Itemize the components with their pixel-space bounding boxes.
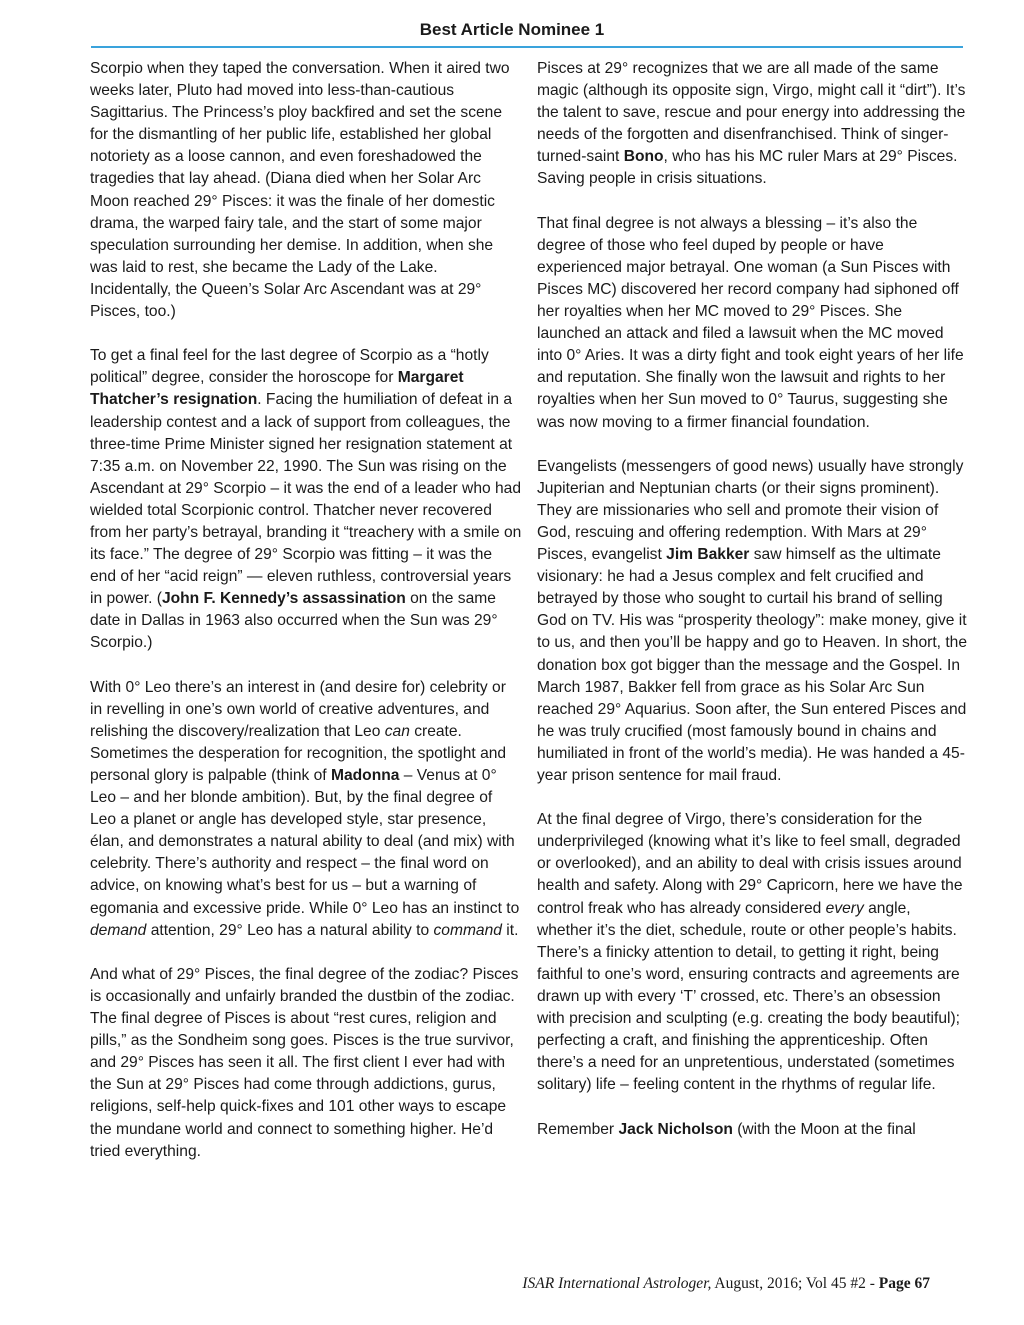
text-run: Scorpio when they taped the conversation. When it aired two weeks later, Pluto had moved into less-than-cautious Sagittarius. The Princess’s ploy backfired and set the scene for the dismantling of her public life, established her global notoriety as a loose cannon, and even foreshadowed the tragedies that lay ahead. (Diana died when her Solar Arc Moon reached 29° Pisces: it was the finale of her domestic drama, the warped fairy tale, and the start of some major speculation surrounding her demise. In addition, when she was laid to rest, she became the Lady of the Lake. Incidentally, the Queen’s Solar Arc Ascendant was at 29° Pisces, too.) bbox=[90, 60, 510, 321]
header-divider bbox=[91, 46, 963, 48]
page-footer bbox=[0, 1275, 930, 1293]
bold-text: Jim Bakker bbox=[666, 546, 750, 564]
text-run: – Venus at 0° Leo – and her blonde ambition). But, by the final degree of Leo a planet or angle has developed style, star presence, élan, and demonstrates a natural ability to deal (and mix) with celebrity. There’s authority and respect – the final word on advice, on knowing what’s best for us – but a warning of egomania and excessive pride. While 0° Leo has an instinct to bbox=[90, 767, 520, 917]
text-run: Evangelists (messengers of good news) usually have strongly Jupiterian and Neptunian charts (or their signs prominent). They are missionaries who sell and promote their vision of God, rescuing and offering redemption. With Mars at 29° Pisces, evangelist bbox=[537, 457, 964, 564]
text-run: on the same date in Dallas in 1963 also occurred when the Sun was 29° Scorpio.) bbox=[90, 590, 498, 652]
italic-text: every bbox=[825, 899, 864, 917]
italic-text: command bbox=[433, 921, 502, 939]
text-run: it. bbox=[501, 921, 519, 939]
bold-text: Margaret Thatcher’s resignation bbox=[90, 369, 464, 409]
right-column bbox=[537, 58, 969, 1141]
text-run: Pisces at 29° recognizes that we are all made of the same magic (although its opposite sign, Virgo, might call it “dirt”). It’s the talent to save, rescue and pour energy into addressing the needs of the forgotten and disenfranchised. Think of singer-turned-saint bbox=[537, 60, 966, 166]
paragraph bbox=[537, 809, 969, 1096]
paragraph bbox=[90, 345, 522, 654]
page-header-title: Best Article Nominee 1 bbox=[419, 20, 605, 39]
text-run: That final degree is not always a blessing – it’s also the degree of those who feel duped by people or have experienced major betrayal. One woman (a Sun Pisces with Pisces MC) discovered her record company had siphoned off her royalties when her MC moved to 29° Pisces. She launched an attack and filed a lawsuit when the MC moved into 0° Aries. It was a dirty fight and took eight years of her life and reputation. She finally won the lawsuit and rights to her royalties when her Sun moved to 0° Taurus, suggesting she was now moving to a firmer financial foundation. bbox=[537, 214, 964, 431]
left-column bbox=[90, 58, 522, 1163]
footer-issue: August, 2016; Vol 45 #2 - bbox=[711, 1275, 879, 1292]
paragraph bbox=[90, 964, 522, 1163]
paragraph bbox=[90, 58, 522, 323]
paragraph bbox=[537, 1119, 969, 1141]
text-run: , who has his MC ruler Mars at 29° Pisces. Saving people in crisis situations. bbox=[537, 148, 958, 188]
text-run: (with the Moon at the final bbox=[732, 1120, 916, 1138]
paragraph bbox=[90, 677, 522, 942]
bold-text: Madonna bbox=[330, 767, 400, 784]
text-run: With 0° Leo there’s an interest in (and desire for) celebrity or in revelling in one’s own world of creative adventures, and relishing the discovery/realization that Leo bbox=[90, 678, 506, 740]
bold-text: Bono bbox=[623, 148, 664, 166]
footer-journal: ISAR International Astrologer, bbox=[522, 1275, 712, 1292]
text-run: . Facing the humiliation of defeat in a leadership contest and a lack of support from colleagues, the three-time Prime Minister signed her resignation statement at 7:35 a.m. on November 22, 1990. The Sun was rising on the Ascendant at 29° Scorpio – it was the end of a leader who had wielded total Scorpionic control. Thatcher never recovered from her party’s betrayal, branding it “treachery with a smile on its face.” The degree of 29° Scorpio was fitting – it was the end of her “acid reign” — eleven ruthless, controversial years in power. ( bbox=[90, 391, 522, 608]
italic-text: can bbox=[384, 722, 410, 740]
text-run: At the final degree of Virgo, there’s consideration for the underprivileged (knowing what it’s like to feel small, degraded or overlooked), and an ability to deal with crisis issues around health and safety. Along with 29° Capricorn, here we have the control freak who has already considered bbox=[537, 811, 963, 917]
bold-text: Jack Nicholson bbox=[618, 1120, 733, 1138]
text-run: And what of 29° Pisces, the final degree of the zodiac? Pisces is occasionally and unfairly branded the dustbin of the zodiac. The final degree of Pisces is about “rest cures, religion and pills,” as the Sondheim song goes. Pisces is the true survivor, and 29° Pisces has seen it all. The first client I ever had with the Sun at 29° Pisces had come through addictions, gurus, religions, self-help quick-fixes and 101 other ways to escape the mundane world and connect to something higher. He’d tried everything. bbox=[90, 965, 519, 1160]
italic-text: demand bbox=[90, 921, 147, 939]
paragraph bbox=[537, 58, 969, 191]
footer-page-number: Page 67 bbox=[878, 1275, 930, 1292]
text-run: To get a final feel for the last degree of Scorpio as a “hotly political” degree, consider the horoscope for bbox=[90, 347, 489, 387]
text-run: attention, 29° Leo has a natural ability to bbox=[146, 921, 434, 939]
bold-text: John F. Kennedy’s assassination bbox=[161, 590, 406, 608]
text-run: create. Sometimes the desperation for recognition, the spotlight and personal glory is palpable (think of bbox=[90, 722, 507, 784]
paragraph bbox=[537, 213, 969, 434]
text-run: Remember bbox=[537, 1120, 619, 1138]
paragraph bbox=[537, 456, 969, 787]
text-run: saw himself as the ultimate visionary: he had a Jesus complex and felt crucified and betrayed by those who sought to curtail his brand of selling God on TV. His was “prosperity theology”: make money, give it to us, and then you’ll be happy and go to Heaven. In short, the donation box got bigger than the message and the Gospel. In March 1987, Bakker fell from grace as his Solar Arc Sun reached 29° Aquarius. Soon after, the Sun entered Pisces and he was truly crucified (most famously bound in chains and humiliated in front of the world’s media). He was handed a 45-year prison sentence for mail fraud. bbox=[537, 546, 967, 784]
text-run: angle, whether it’s the diet, schedule, route or other people’s habits. There’s a finicky attention to detail, to getting it right, being faithful to one’s word, ensuring contracts and agreements are drawn up with every ‘T’ crossed, etc. There’s an obsession with precision and sculpting (e.g. creating the body beautiful); perfecting a craft, and finishing the apprenticeship. Often there’s a need for an unpretentious, understated (sometimes solitary) life – feeling content in the rhythms of regular life. bbox=[537, 899, 961, 1094]
